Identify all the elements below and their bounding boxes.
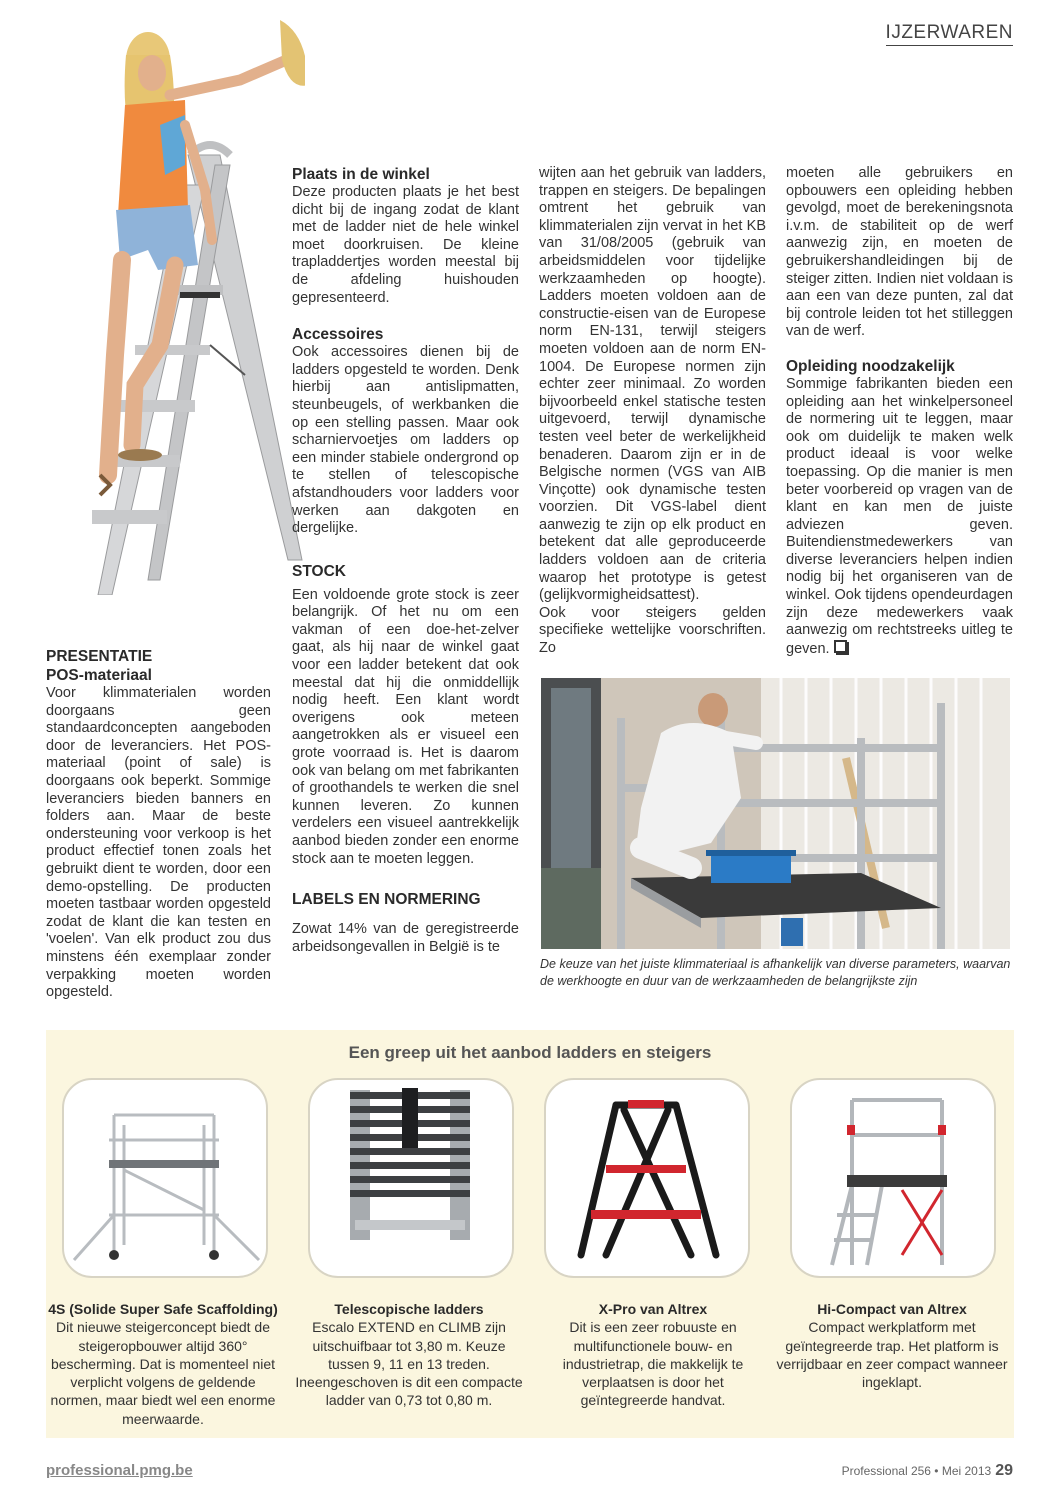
heading-pos-materiaal: POS-materiaal bbox=[46, 667, 152, 684]
product-card-hi-compact bbox=[790, 1078, 996, 1278]
heading-labels-en-normering: LABELS EN NORMERING bbox=[292, 891, 481, 909]
footer-issue-info bbox=[842, 1462, 1013, 1480]
product-card-telescopic-ladder bbox=[308, 1078, 514, 1278]
heading-accessoires: Accessoires bbox=[292, 326, 384, 344]
heading-opleiding-noodzakelijk: Opleiding noodzakelijk bbox=[786, 357, 955, 375]
product-panel bbox=[46, 1030, 1014, 1438]
product-desc-4s bbox=[47, 1300, 279, 1428]
heading-plaats-in-de-winkel: Plaats in de winkel bbox=[292, 166, 430, 183]
product-card-4s-scaffold bbox=[62, 1078, 268, 1278]
page-number: 29 bbox=[995, 1462, 1013, 1479]
paragraph-normen: wijten aan het gebruik van ladders, trappen en steigers. De bepalingen omtrent het gebruik van klimmaterialen zijn vervat in het KB van 31/08/2005 (gebruik van arbeidsmiddelen voor tijdelijke werkzaamheden op hoogte). Ladders moeten voldoen aan de constructie-eisen van de Europese norm EN-131, terwijl steigers moeten voldoen aan de norm EN-1004. De Europese normen zijn echter zeer minimaal. Zo worden bijvoorbeeld enkel statische testen uitgevoerd, terwijl dynamische testen veel beter de werkelijkheid benaderen. Daarom zijn er in de Belgische normen (VGS van AIB Vinçotte) ook dynamische testen voorzien. Dit VGS-label dient aanwezig te zijn op elk product en betekent dat alle geproduceerde ladders voldoen aan de criteria waarop het prototype is getest (gelijkvormigheidsattest). bbox=[539, 165, 766, 604]
column-2 bbox=[292, 165, 519, 956]
product-title-4s: 4S (Solide Super Safe Scaffolding) bbox=[48, 1301, 278, 1317]
panel-title: Een greep uit het aanbod ladders en steigers bbox=[348, 1043, 712, 1062]
end-mark-icon bbox=[834, 640, 847, 653]
product-text-4s: Dit nieuwe steigerconcept biedt de steigeropbouwer altijd 360° beschermìng. Dat is momenteel niet verplicht volgens de geldende normen, maar biedt wel een enorme meerwaarde. bbox=[50, 1319, 276, 1427]
product-text-hi-compact: Compact werkplatform met geïntegreerde trap. Het platform is verrijdbaar en zeer compact wanneer ingeklapt. bbox=[776, 1319, 1008, 1391]
footer-website-link[interactable]: professional.pmg.be bbox=[46, 1462, 193, 1479]
product-desc-x-pro bbox=[537, 1300, 769, 1410]
product-card-x-pro bbox=[544, 1078, 750, 1278]
footer-issue: Professional 256 • Mei 2013 bbox=[841, 1464, 992, 1478]
hero-photo-woman-on-ladder bbox=[40, 15, 305, 595]
photo-caption: De keuze van het juiste klimmateriaal is afhankelijk van diverse parameters, waarvan de werkhoogte en duur van de werkzaamheden de belangrijkste zijn bbox=[540, 957, 1011, 988]
column-3 bbox=[539, 165, 766, 658]
paragraph-opleiding-text: Sommige fabrikanten bieden een opleiding aan het winkelpersoneel de normering uit te leggen, maar ook om duidelijk te maken welk product ideaal is voor welke toepassing. Op die manier is men beter voorbereid op vragen van de klant en kan men de juiste adviezen geven. Buitendienstmedewerkers van diverse leveranciers helpen indien nodig bij het organiseren van de winkel. Ook tijdens opendeurdagen zijn deze medewerkers vaak aanwezig om rechtstreeks uitleg te geven. bbox=[786, 375, 1013, 657]
paragraph-pos-materiaal: Voor klimmaterialen worden doorgaans geen standaardconcepten aangeboden door de leveranciers. Het POS-materiaal (point of sale) is doorgaans ook beperkt. Sommige leveranciers bieden banners en folders aan. Maar de beste ondersteuning voor verkoop is het product effectief tonen zoals het gebruikt dient te worden, door een demo-opstelling. De producten moeten tastbaar worden opgesteld zodat de klant die kan testen en 'voelen'. Van elk product zou dus minstens één exemplaar zonder verpakking moeten worden opgesteld. bbox=[46, 685, 271, 1001]
paragraph-steigers: Ook voor steigers gelden specifieke wettelijke voorschriften. Zo bbox=[539, 604, 766, 657]
paragraph-labels: Zowat 14% van de geregistreerde arbeidsongevallen in België is te bbox=[292, 921, 519, 955]
paragraph-gebruikers: moeten alle gebruikers en opbouwers een opleiding hebben gevolgd, moet de berekeningsnota i.v.m. de stabiliteit op de werf aanwezig zijn, en moeten de gebruikershandleidingen bij de steiger zitten. Indien niet voldaan is aan een van deze punten, zal dat bij controle leiden tot het stilleggen van de werf. bbox=[786, 165, 1013, 340]
product-title-x-pro: X-Pro van Altrex bbox=[598, 1301, 708, 1317]
column-1 bbox=[46, 647, 271, 1002]
product-text-x-pro: Dit is een zeer robuuste en multifunctionele bouw- en industrietrap, die makkelijk te verplaatsen is door het geïntegreerde handvat. bbox=[562, 1319, 744, 1409]
paragraph-plaats: Deze producten plaats je het best dicht bij de ingang zodat de klant met de ladder niet de hele winkel moet doorkruisen. De kleine trapladdertjes worden meestal bij de afdeling huishouden gepresenteerd. bbox=[292, 184, 519, 306]
product-text-telescopic: Escalo EXTEND en CLIMB zijn uitschuifbaar tot 3,80 m. Keuze tussen 9, 11 en 13 treden. Ineengeschoven is dit een compacte ladder van 0,73 tot 0,80 m. bbox=[295, 1319, 523, 1409]
paragraph-accessoires: Ook accessoires dienen bij de ladders opgesteld te worden. Denk hierbij aan antislipmatten, steunbeugels, of werkbanken die op een stelling passen. Maar ook scharniervoetjes om ladders op een minder stabiele ondergrond op te stellen of telescopische afstandhouders voor ladders voor werken aan dakgoten en dergelijke. bbox=[292, 344, 519, 537]
paragraph-opleiding bbox=[786, 376, 1013, 659]
heading-presentatie: PRESENTATIE bbox=[46, 648, 153, 665]
product-title-telescopic: Telescopische ladders bbox=[334, 1301, 484, 1317]
heading-stock: STOCK bbox=[292, 562, 346, 580]
product-title-hi-compact: Hi-Compact van Altrex bbox=[817, 1301, 967, 1317]
product-desc-hi-compact bbox=[776, 1300, 1008, 1391]
paragraph-stock: Een voldoende grote stock is zeer belangrijk. Of het nu om een vakman of een doe-het-zelver gaat, als hij naar de winkel gaat voor een ladder betekent dat ook meestal dat hij die onmiddellijk nodig heeft. Een klant wordt overigens ook meteen aangetrokken als er visueel een grote voorraad is. Het is daarom ook van belang om met fabrikanten of groothandels te werken die snel kunnen leveren. Zo kunnen verdelers een visueel aantrekkelijk aanbod bieden zonder een enorme stock aan te moeten leggen. bbox=[292, 586, 519, 867]
scaffold-worker-photo bbox=[541, 678, 1010, 949]
column-4 bbox=[786, 165, 1013, 658]
section-label: IJZERWAREN bbox=[886, 22, 1013, 46]
product-desc-telescopic bbox=[293, 1300, 525, 1410]
